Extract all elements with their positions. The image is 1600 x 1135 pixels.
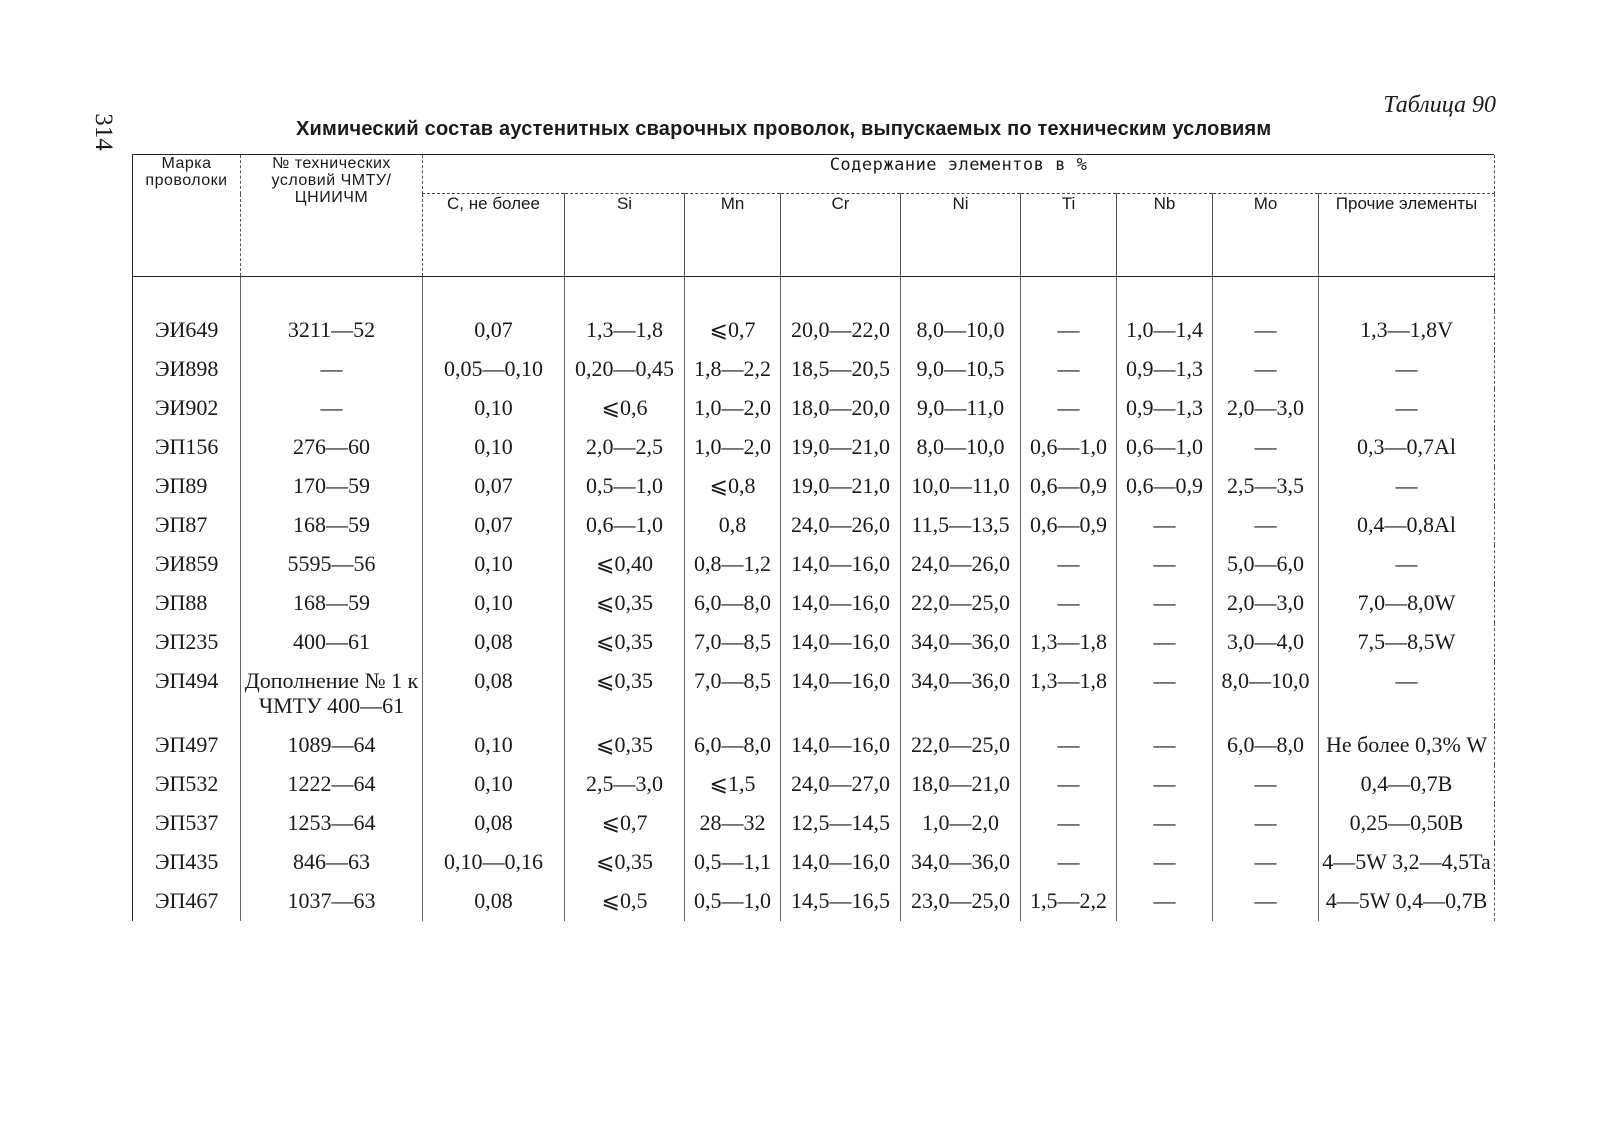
cell-other: 1,3—1,8V [1319, 311, 1495, 350]
cell-mo: — [1213, 428, 1319, 467]
table-row [133, 726, 1495, 765]
table-row [133, 506, 1495, 545]
cell-grade: ЭП497 [133, 726, 241, 765]
table-label: Таблица 90 [1383, 92, 1496, 118]
cell-spec: 276—60 [241, 428, 423, 467]
cell-nb: — [1117, 804, 1213, 843]
cell-grade: ЭП235 [133, 623, 241, 662]
cell-si: ⩽0,5 [565, 882, 685, 921]
cell-other: 0,4—0,8Al [1319, 506, 1495, 545]
cell-mo: 3,0—4,0 [1213, 623, 1319, 662]
cell-mo: 5,0—6,0 [1213, 545, 1319, 584]
cell-ti: — [1021, 843, 1117, 882]
cell-other: 4—5W 3,2—4,5Ta [1319, 843, 1495, 882]
spacer-row [133, 277, 1495, 312]
header-grade: Марка проволоки [133, 155, 241, 277]
cell-c: 0,07 [423, 311, 565, 350]
cell-nb: 0,6—1,0 [1117, 428, 1213, 467]
cell-si: 0,6—1,0 [565, 506, 685, 545]
cell-ni: 22,0—25,0 [901, 584, 1021, 623]
cell-mn: 1,0—2,0 [685, 428, 781, 467]
header-ni: Ni [901, 194, 1021, 277]
cell-nb: — [1117, 882, 1213, 921]
cell-ti: — [1021, 804, 1117, 843]
cell-c: 0,10 [423, 584, 565, 623]
cell-grade: ЭП87 [133, 506, 241, 545]
cell-mo: — [1213, 506, 1319, 545]
cell-cr: 14,0—16,0 [781, 726, 901, 765]
cell-ti: 0,6—0,9 [1021, 506, 1117, 545]
cell-mo: — [1213, 843, 1319, 882]
header-c: С, не более [423, 194, 565, 277]
table-row [133, 350, 1495, 389]
cell-ni: 11,5—13,5 [901, 506, 1021, 545]
cell-cr: 14,0—16,0 [781, 545, 901, 584]
cell-other: — [1319, 467, 1495, 506]
cell-grade: ЭП88 [133, 584, 241, 623]
header-mn: Mn [685, 194, 781, 277]
cell-ti: — [1021, 545, 1117, 584]
header-nb: Nb [1117, 194, 1213, 277]
cell-ni: 9,0—10,5 [901, 350, 1021, 389]
cell-si: 0,5—1,0 [565, 467, 685, 506]
cell-spec: 168—59 [241, 506, 423, 545]
cell-cr: 24,0—26,0 [781, 506, 901, 545]
cell-mo: — [1213, 311, 1319, 350]
cell-ti: 1,3—1,8 [1021, 623, 1117, 662]
cell-mo: — [1213, 804, 1319, 843]
cell-mn: ⩽1,5 [685, 765, 781, 804]
cell-spec: 170—59 [241, 467, 423, 506]
cell-mn: 7,0—8,5 [685, 623, 781, 662]
cell-mn: 1,0—2,0 [685, 389, 781, 428]
cell-spec: — [241, 350, 423, 389]
cell-ni: 34,0—36,0 [901, 662, 1021, 726]
cell-mn: 0,5—1,0 [685, 882, 781, 921]
cell-cr: 14,0—16,0 [781, 623, 901, 662]
header-other: Прочие элементы [1319, 194, 1495, 277]
table-row [133, 428, 1495, 467]
cell-ti: 0,6—0,9 [1021, 467, 1117, 506]
table-row [133, 311, 1495, 350]
header-spec: № технических условий ЧМТУ/ЦНИИЧМ [241, 155, 423, 277]
cell-mn: 0,8—1,2 [685, 545, 781, 584]
cell-mo: 2,5—3,5 [1213, 467, 1319, 506]
cell-ni: 34,0—36,0 [901, 843, 1021, 882]
cell-other: 0,4—0,7B [1319, 765, 1495, 804]
cell-spec: 1089—64 [241, 726, 423, 765]
cell-cr: 24,0—27,0 [781, 765, 901, 804]
cell-cr: 14,0—16,0 [781, 662, 901, 726]
cell-other: — [1319, 389, 1495, 428]
cell-nb: 0,9—1,3 [1117, 350, 1213, 389]
cell-grade: ЭП156 [133, 428, 241, 467]
cell-si: ⩽0,35 [565, 726, 685, 765]
cell-grade: ЭИ859 [133, 545, 241, 584]
cell-nb: — [1117, 765, 1213, 804]
cell-other: — [1319, 545, 1495, 584]
cell-mo: 2,0—3,0 [1213, 584, 1319, 623]
cell-cr: 14,5—16,5 [781, 882, 901, 921]
cell-spec: 846—63 [241, 843, 423, 882]
cell-grade: ЭИ902 [133, 389, 241, 428]
cell-si: 2,0—2,5 [565, 428, 685, 467]
cell-c: 0,08 [423, 623, 565, 662]
cell-si: ⩽0,35 [565, 662, 685, 726]
page-number: 314 [89, 113, 117, 151]
cell-other: Не более 0,3% W [1319, 726, 1495, 765]
cell-mn: 28—32 [685, 804, 781, 843]
header-mo: Mo [1213, 194, 1319, 277]
cell-si: ⩽0,40 [565, 545, 685, 584]
cell-ti: — [1021, 584, 1117, 623]
cell-c: 0,05—0,10 [423, 350, 565, 389]
cell-mn: 6,0—8,0 [685, 584, 781, 623]
cell-nb: — [1117, 726, 1213, 765]
cell-grade: ЭП89 [133, 467, 241, 506]
cell-ti: — [1021, 765, 1117, 804]
header-cr: Cr [781, 194, 901, 277]
cell-spec: 1037—63 [241, 882, 423, 921]
cell-mn: 6,0—8,0 [685, 726, 781, 765]
cell-ni: 24,0—26,0 [901, 545, 1021, 584]
cell-mn: 1,8—2,2 [685, 350, 781, 389]
table-row [133, 584, 1495, 623]
cell-si: 2,5—3,0 [565, 765, 685, 804]
cell-ti: 0,6—1,0 [1021, 428, 1117, 467]
cell-ni: 18,0—21,0 [901, 765, 1021, 804]
cell-c: 0,10 [423, 726, 565, 765]
cell-c: 0,08 [423, 662, 565, 726]
cell-other: 7,5—8,5W [1319, 623, 1495, 662]
cell-ti: 1,3—1,8 [1021, 662, 1117, 726]
cell-cr: 14,0—16,0 [781, 584, 901, 623]
cell-ti: — [1021, 350, 1117, 389]
cell-ni: 9,0—11,0 [901, 389, 1021, 428]
cell-si: ⩽0,35 [565, 843, 685, 882]
cell-grade: ЭП435 [133, 843, 241, 882]
cell-spec: 1253—64 [241, 804, 423, 843]
cell-mn: ⩽0,8 [685, 467, 781, 506]
cell-nb: — [1117, 506, 1213, 545]
cell-ti: — [1021, 311, 1117, 350]
cell-mo: 8,0—10,0 [1213, 662, 1319, 726]
cell-c: 0,10 [423, 428, 565, 467]
cell-ti: — [1021, 726, 1117, 765]
cell-grade: ЭП532 [133, 765, 241, 804]
cell-c: 0,07 [423, 506, 565, 545]
table-row [133, 804, 1495, 843]
cell-grade: ЭП537 [133, 804, 241, 843]
cell-mn: ⩽0,7 [685, 311, 781, 350]
table-row [133, 467, 1495, 506]
cell-si: 0,20—0,45 [565, 350, 685, 389]
cell-nb: — [1117, 623, 1213, 662]
cell-mn: 0,5—1,1 [685, 843, 781, 882]
table-row [133, 662, 1495, 726]
cell-spec: 3211—52 [241, 311, 423, 350]
cell-si: 1,3—1,8 [565, 311, 685, 350]
cell-mo: 2,0—3,0 [1213, 389, 1319, 428]
cell-c: 0,10 [423, 545, 565, 584]
cell-spec: 5595—56 [241, 545, 423, 584]
cell-c: 0,07 [423, 467, 565, 506]
cell-mo: — [1213, 882, 1319, 921]
cell-mo: 6,0—8,0 [1213, 726, 1319, 765]
cell-spec: Дополнение № 1 к ЧМТУ 400—61 [241, 662, 423, 726]
cell-ti: — [1021, 389, 1117, 428]
cell-cr: 19,0—21,0 [781, 428, 901, 467]
cell-ni: 1,0—2,0 [901, 804, 1021, 843]
cell-nb: 0,6—0,9 [1117, 467, 1213, 506]
cell-si: ⩽0,35 [565, 584, 685, 623]
cell-spec: — [241, 389, 423, 428]
cell-ti: 1,5—2,2 [1021, 882, 1117, 921]
cell-spec: 400—61 [241, 623, 423, 662]
cell-nb: — [1117, 662, 1213, 726]
cell-nb: 0,9—1,3 [1117, 389, 1213, 428]
cell-grade: ЭП494 [133, 662, 241, 726]
header-si: Si [565, 194, 685, 277]
cell-cr: 20,0—22,0 [781, 311, 901, 350]
cell-ni: 23,0—25,0 [901, 882, 1021, 921]
cell-mn: 7,0—8,5 [685, 662, 781, 726]
cell-grade: ЭП467 [133, 882, 241, 921]
cell-mo: — [1213, 765, 1319, 804]
table-row [133, 882, 1495, 921]
table-title: Химический состав аустенитных сварочных проволок, выпускаемых по техническим условиям [296, 118, 1272, 140]
cell-cr: 14,0—16,0 [781, 843, 901, 882]
cell-ni: 10,0—11,0 [901, 467, 1021, 506]
cell-mn: 0,8 [685, 506, 781, 545]
cell-other: 7,0—8,0W [1319, 584, 1495, 623]
table-row [133, 765, 1495, 804]
table-row [133, 545, 1495, 584]
cell-nb: 1,0—1,4 [1117, 311, 1213, 350]
cell-cr: 18,5—20,5 [781, 350, 901, 389]
header-ti: Ti [1021, 194, 1117, 277]
cell-spec: 1222—64 [241, 765, 423, 804]
cell-cr: 19,0—21,0 [781, 467, 901, 506]
cell-c: 0,10—0,16 [423, 843, 565, 882]
cell-other: — [1319, 350, 1495, 389]
cell-nb: — [1117, 584, 1213, 623]
cell-nb: — [1117, 545, 1213, 584]
cell-nb: — [1117, 843, 1213, 882]
cell-grade: ЭИ649 [133, 311, 241, 350]
cell-cr: 12,5—14,5 [781, 804, 901, 843]
cell-c: 0,08 [423, 804, 565, 843]
cell-ni: 8,0—10,0 [901, 311, 1021, 350]
cell-si: ⩽0,6 [565, 389, 685, 428]
table-row [133, 843, 1495, 882]
cell-si: ⩽0,35 [565, 623, 685, 662]
cell-other: 0,3—0,7Al [1319, 428, 1495, 467]
cell-c: 0,10 [423, 389, 565, 428]
cell-si: ⩽0,7 [565, 804, 685, 843]
header-group: Содержание элементов в % [423, 155, 1495, 194]
table-row [133, 389, 1495, 428]
cell-grade: ЭИ898 [133, 350, 241, 389]
cell-other: 0,25—0,50B [1319, 804, 1495, 843]
cell-c: 0,08 [423, 882, 565, 921]
cell-c: 0,10 [423, 765, 565, 804]
composition-table [132, 155, 1495, 921]
cell-other: — [1319, 662, 1495, 726]
cell-ni: 34,0—36,0 [901, 623, 1021, 662]
cell-other: 4—5W 0,4—0,7B [1319, 882, 1495, 921]
cell-spec: 168—59 [241, 584, 423, 623]
table-row [133, 623, 1495, 662]
cell-cr: 18,0—20,0 [781, 389, 901, 428]
cell-ni: 8,0—10,0 [901, 428, 1021, 467]
cell-ni: 22,0—25,0 [901, 726, 1021, 765]
cell-mo: — [1213, 350, 1319, 389]
